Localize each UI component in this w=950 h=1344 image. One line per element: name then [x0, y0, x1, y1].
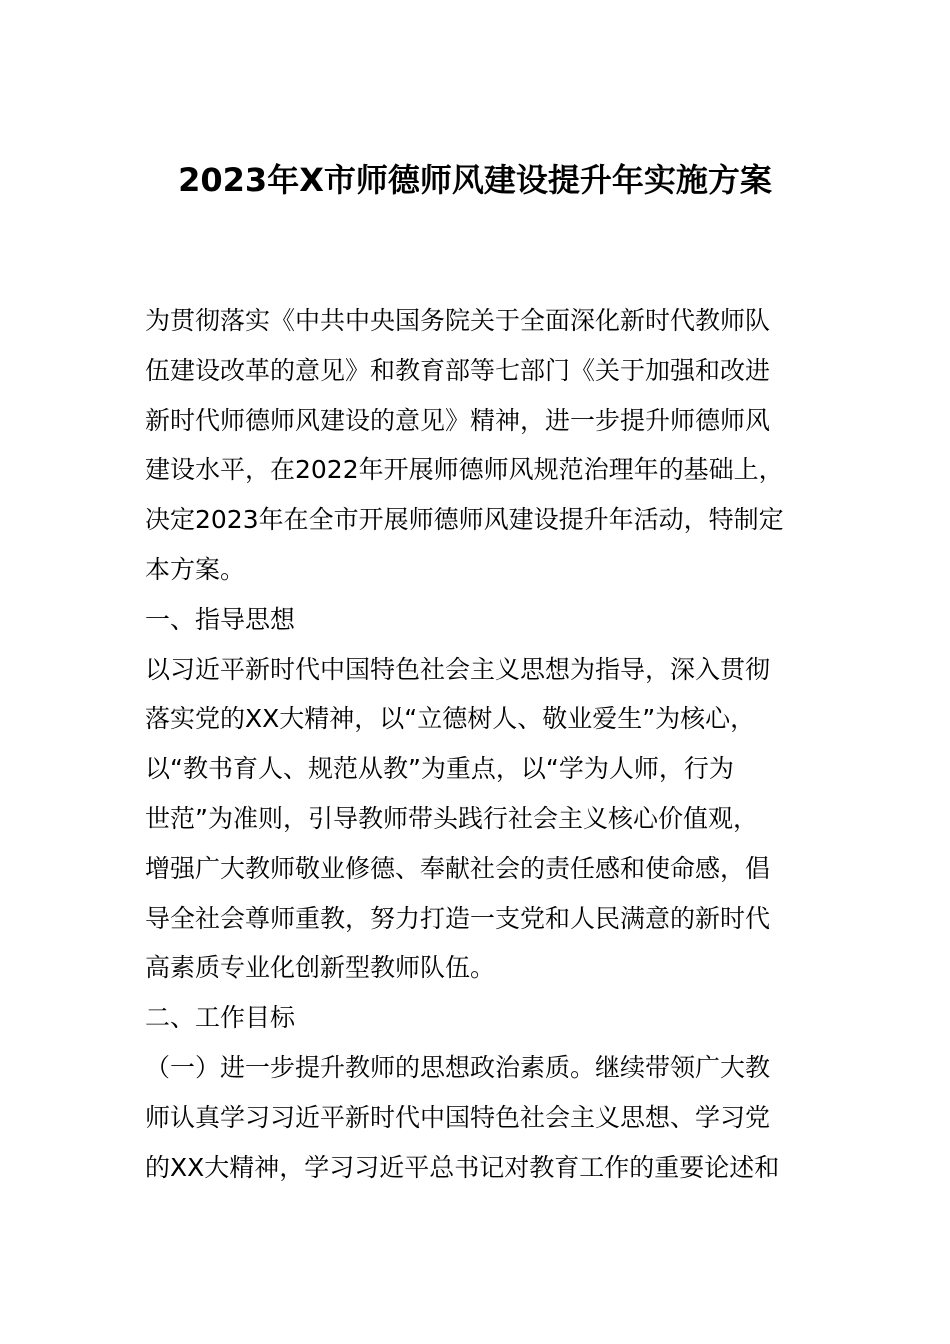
body-line: 高素质专业化创新型教师队伍。 [145, 953, 496, 983]
section-heading-work-goals: 二、工作目标 [145, 1003, 296, 1033]
section-heading-guiding-ideology: 一、指导思想 [145, 604, 296, 634]
body-line: 落实党的XX大精神，以“立德树人、敬业爱生”为核心， [145, 704, 756, 734]
document-title: 2023年X市师德师风建设提升年实施方案 [178, 161, 772, 199]
document-body [145, 296, 810, 1192]
body-line: 增强广大教师敬业修德、奉献社会的责任感和使命感，倡 [145, 853, 771, 883]
body-line: 新时代师德师风建设的意见》精神，进一步提升师德师风 [145, 405, 771, 435]
body-line: 世范”为准则，引导教师带头践行社会主义核心价值观， [145, 803, 758, 833]
body-line: 以“教书育人、规范从教”为重点，以“学为人师，行为 [145, 754, 734, 784]
body-line: 建设水平，在2022年开展师德师风规范治理年的基础上， [145, 455, 784, 485]
body-line: （一）进一步提升教师的思想政治素质。继续带领广大教 [145, 1052, 771, 1082]
body-line: 伍建设改革的意见》和教育部等七部门《关于加强和改进 [145, 355, 771, 385]
body-line: 师认真学习习近平新时代中国特色社会主义思想、学习党 [145, 1102, 771, 1132]
body-line: 为贯彻落实《中共中央国务院关于全面深化新时代教师队 [145, 306, 771, 335]
body-line: 导全社会尊师重教，努力打造一支党和人民满意的新时代 [145, 903, 771, 933]
body-line: 以习近平新时代中国特色社会主义思想为指导，深入贯彻 [145, 654, 771, 684]
body-line: 决定2023年在全市开展师德师风建设提升年活动，特制定 [145, 505, 784, 535]
body-line: 本方案。 [145, 554, 246, 584]
body-line: 的XX大精神，学习习近平总书记对教育工作的重要论述和 [145, 1152, 780, 1182]
